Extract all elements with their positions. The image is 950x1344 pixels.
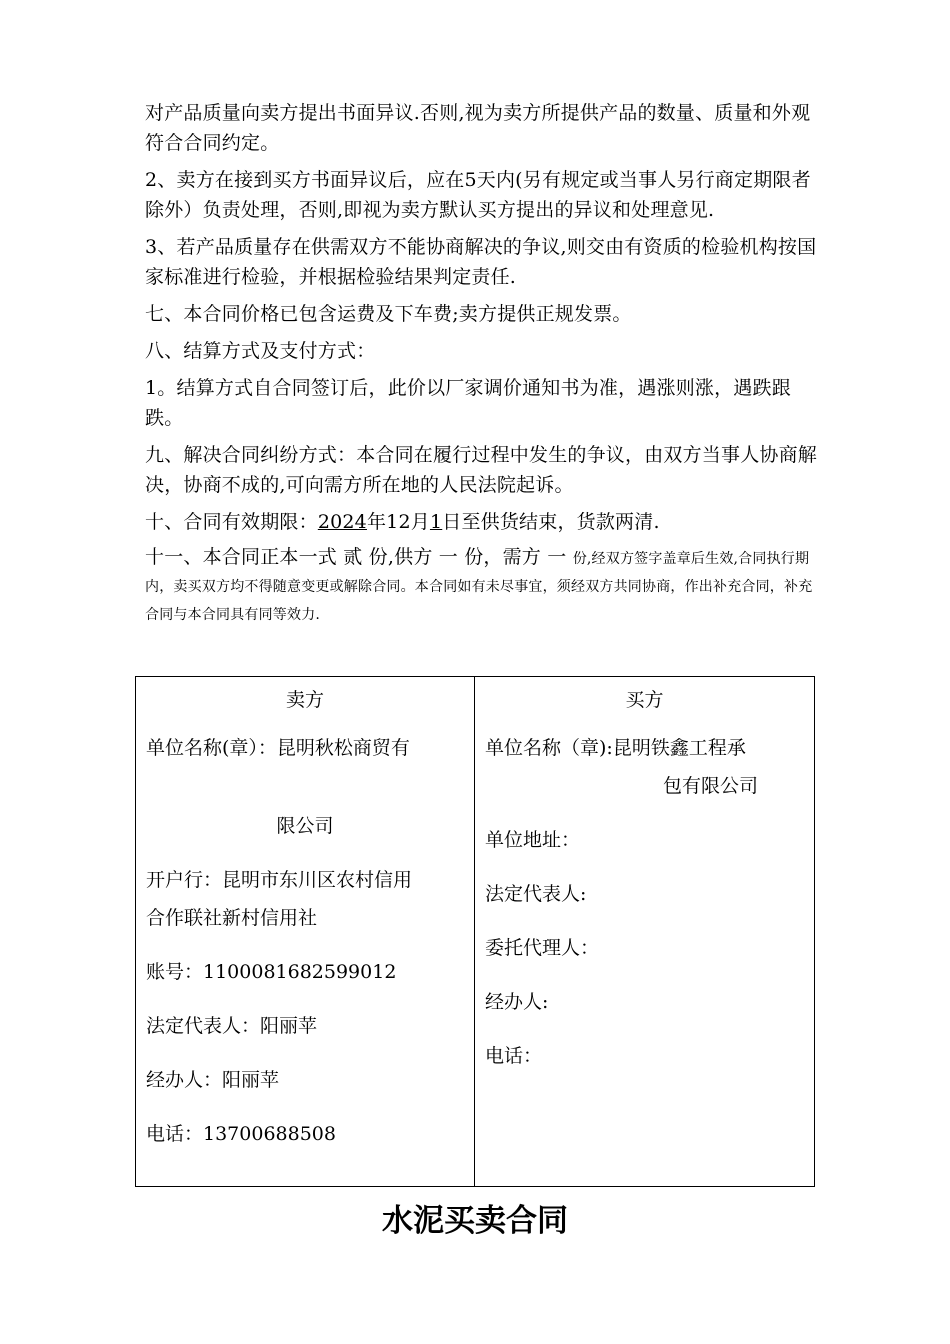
buyer-legal-rep: 法定代表人: [485, 883, 587, 905]
clause-inspection: 3、若产品质量存在供需双方不能协商解决的争议,则交由有资质的检验机构按国家标准进行检验，并根据检验结果判定责任. [145, 236, 817, 288]
buyer-column [475, 677, 814, 1186]
clause-dispute: 九、解决合同纠纷方式：本合同在履行过程中发生的争议，由双方当事人协商解决，协商不成的,可向需方所在地的人民法院起诉。 [145, 444, 818, 496]
buyer-unit-name-cont: 包有限公司 [663, 775, 759, 797]
buyer-unit-name: 单位名称（章):昆明铁鑫工程承 [485, 737, 746, 759]
seller-column [136, 677, 475, 1186]
validity-day: 1 [429, 511, 443, 533]
clause-settlement-heading: 八、结算方式及支付方式： [145, 340, 376, 362]
seller-bank: 开户行：昆明市东川区农村信用 [146, 869, 413, 891]
validity-prefix: 十、合同有效期限： [145, 511, 318, 533]
seller-bank-cont: 合作联社新村信用社 [146, 907, 318, 929]
buyer-phone: 电话： [485, 1045, 543, 1067]
contract-body [145, 98, 825, 635]
clause-copies [145, 544, 825, 628]
signature-table [135, 676, 815, 1187]
seller-header: 卖方 [285, 689, 324, 711]
validity-month: 年12月 [366, 511, 430, 533]
seller-unit-name: 单位名称(章）：昆明秋松商贸有 [146, 737, 410, 759]
seller-unit-name-cont: 限公司 [276, 815, 334, 837]
seller-account: 账号：1100081682599012 [146, 961, 397, 983]
clause-quality-objection: 对产品质量向卖方提出书面异议.否则,视为卖方所提供产品的数量、质量和外观符合合同约定。 [145, 102, 811, 154]
document-title: 水泥买卖合同 [382, 1203, 568, 1239]
clause-price: 七、本合同价格已包含运费及下车费;卖方提供正规发票。 [145, 303, 632, 325]
clause-seller-response: 2、卖方在接到买方书面异议后，应在5天内(另有规定或当事人另行商定期限者除外）负责处理，否则,即视为卖方默认买方提出的异议和处理意见. [145, 169, 811, 221]
clause-settlement-method: 1。结算方式自合同签订后，此价以厂家调价通知书为准，遇涨则涨，遇跌跟跌。 [145, 377, 791, 429]
buyer-handler: 经办人: [485, 991, 549, 1013]
buyer-agent: 委托代理人： [485, 937, 600, 959]
validity-suffix: 日至供货结束，货款两清. [442, 511, 660, 533]
validity-year: 2024 [317, 511, 367, 533]
seller-handler: 经办人：阳丽苹 [146, 1069, 280, 1091]
buyer-header: 买方 [625, 689, 664, 711]
copies-text: 十一、本合同正本一式 贰 份,供方 一 份，需方 一 [145, 546, 573, 568]
seller-phone: 电话：13700688508 [146, 1123, 336, 1145]
buyer-address: 单位地址： [485, 829, 581, 851]
seller-legal-rep: 法定代表人：阳丽苹 [146, 1015, 318, 1037]
copies-small-text: 份,经双方签字盖章后生效,合同执行期内，卖买双方均不得随意变更或解除合同。本合同如有未尽事宜，须经双方共同协商，作出补充合同，补充合同与本合同具有同等效力. [145, 551, 813, 623]
clause-validity [145, 507, 825, 537]
